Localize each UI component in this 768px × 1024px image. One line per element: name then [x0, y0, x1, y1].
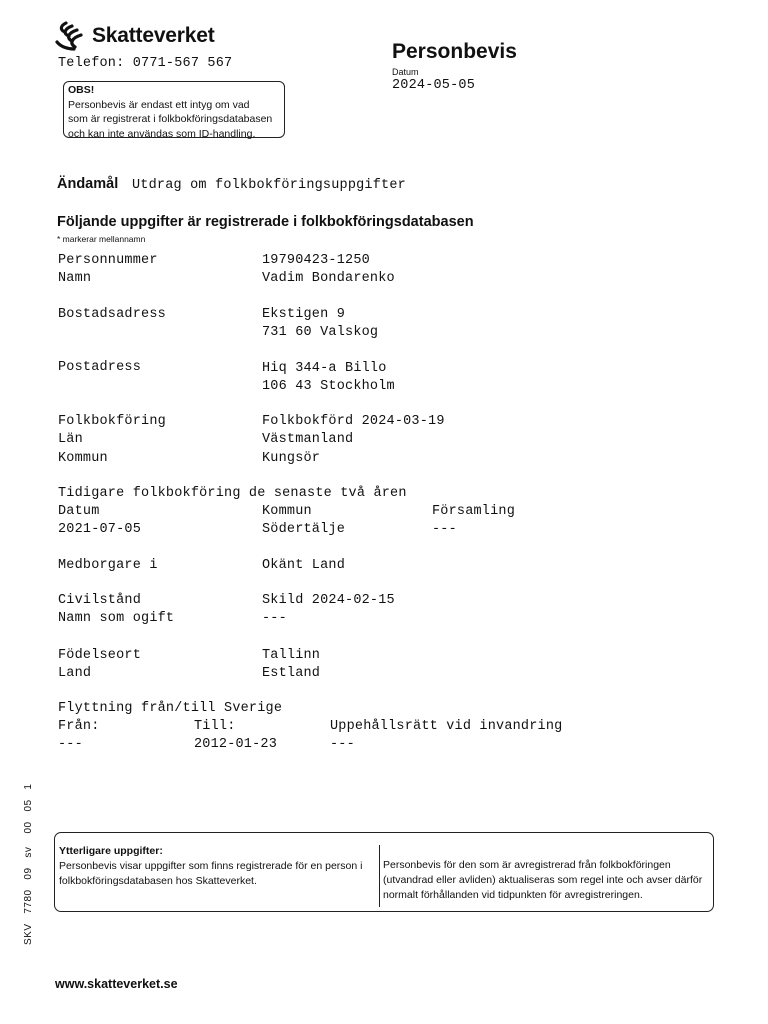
obs-notice-box — [63, 81, 285, 138]
civilstand-value: Skild 2024-02-15 — [262, 593, 395, 608]
kommun-label: Kommun — [58, 451, 108, 466]
date-label: Datum — [392, 67, 419, 77]
previous-row-datum: 2021-07-05 — [58, 522, 142, 537]
purpose-value: Utdrag om folkbokföringsuppgifter — [132, 178, 406, 193]
previous-registration-heading: Tidigare folkbokföring de senaste två åren — [58, 486, 407, 501]
bostadsadress-line1: Ekstigen 9 — [262, 307, 346, 322]
document-title: Personbevis — [392, 40, 517, 63]
migration-col-till: Till: — [194, 719, 236, 734]
website-link[interactable]: www.skatteverket.se — [55, 977, 178, 991]
migration-row-uppehall: --- — [330, 737, 355, 752]
folkbokforing-label: Folkbokföring — [58, 414, 166, 429]
logo-text: Skatteverket — [92, 24, 215, 47]
personnummer-value: 19790423-1250 — [262, 253, 370, 268]
fodelseort-label: Födelseort — [58, 648, 142, 663]
ogift-value: --- — [262, 611, 287, 626]
section-note: * markerar mellannamn — [57, 234, 146, 244]
additional-info-box — [54, 832, 714, 912]
additional-info-divider — [379, 845, 380, 907]
date-value: 2024-05-05 — [392, 78, 476, 93]
land-value: Estland — [262, 666, 321, 681]
additional-info-left — [59, 844, 375, 889]
bostadsadress-line2: 731 60 Valskog — [262, 325, 379, 340]
previous-row-forsamling: --- — [432, 522, 457, 537]
citizenship-label: Medborgare i — [58, 558, 158, 573]
obs-title: OBS! — [68, 84, 95, 96]
additional-info-right-text: Personbevis för den som är avregistrerad från folkbokföringen (utvandrad eller avliden) aktualiseras som regel inte och avser därför normalt förhållanden vid tidpunkten för avregistreringen. — [383, 859, 703, 901]
lan-label: Län — [58, 432, 83, 447]
previous-row-kommun: Södertälje — [262, 522, 346, 537]
obs-line: Personbevis är endast ett intyg om vad — [68, 98, 250, 111]
ogift-label: Namn som ogift — [58, 611, 175, 626]
additional-info-left-text: Personbevis visar uppgifter som finns registrerade för en person i folkbokföringsdatabasen hos Skatteverket. — [59, 860, 363, 887]
form-code: SKV 7780 09 sv 00 05 1 — [23, 783, 34, 945]
migration-heading: Flyttning från/till Sverige — [58, 701, 283, 716]
skatteverket-wave-logo-icon — [52, 20, 86, 52]
migration-col-fran: Från: — [58, 719, 100, 734]
obs-line: som är registrerat i folkbokföringsdatabasen — [68, 113, 273, 125]
kommun-value: Kungsör — [262, 451, 321, 466]
skatteverket-logo — [52, 20, 215, 52]
phone-number: Telefon: 0771-567 567 — [58, 56, 233, 71]
section-heading: Följande uppgifter är registrerade i folkbokföringsdatabasen — [57, 214, 474, 230]
personnummer-label: Personnummer — [58, 253, 158, 268]
bostadsadress-label: Bostadsadress — [58, 307, 166, 322]
migration-row-fran: --- — [58, 737, 83, 752]
lan-value: Västmanland — [262, 432, 354, 447]
previous-col-datum: Datum — [58, 504, 100, 519]
namn-label: Namn — [58, 271, 92, 286]
civilstand-label: Civilstånd — [58, 593, 142, 608]
previous-col-kommun: Kommun — [262, 504, 312, 519]
obs-line: och kan inte användas som ID-handling. — [68, 127, 256, 140]
previous-col-forsamling: Församling — [432, 504, 516, 519]
fodelseort-value: Tallinn — [262, 648, 321, 663]
postadress-label: Postadress — [58, 360, 142, 375]
postadress-line2: 106 43 Stockholm — [262, 379, 395, 394]
purpose-label: Ändamål — [57, 176, 119, 192]
migration-row-till: 2012-01-23 — [194, 737, 278, 752]
additional-info-title: Ytterligare uppgifter: — [59, 845, 163, 857]
postadress-line1: Hiq 344-a Billo — [262, 361, 387, 376]
citizenship-value: Okänt Land — [262, 558, 346, 573]
migration-col-uppehall: Uppehållsrätt vid invandring — [330, 719, 563, 734]
folkbokforing-value: Folkbokförd 2024-03-19 — [262, 414, 445, 429]
land-label: Land — [58, 666, 92, 681]
namn-value: Vadim Bondarenko — [262, 271, 395, 286]
